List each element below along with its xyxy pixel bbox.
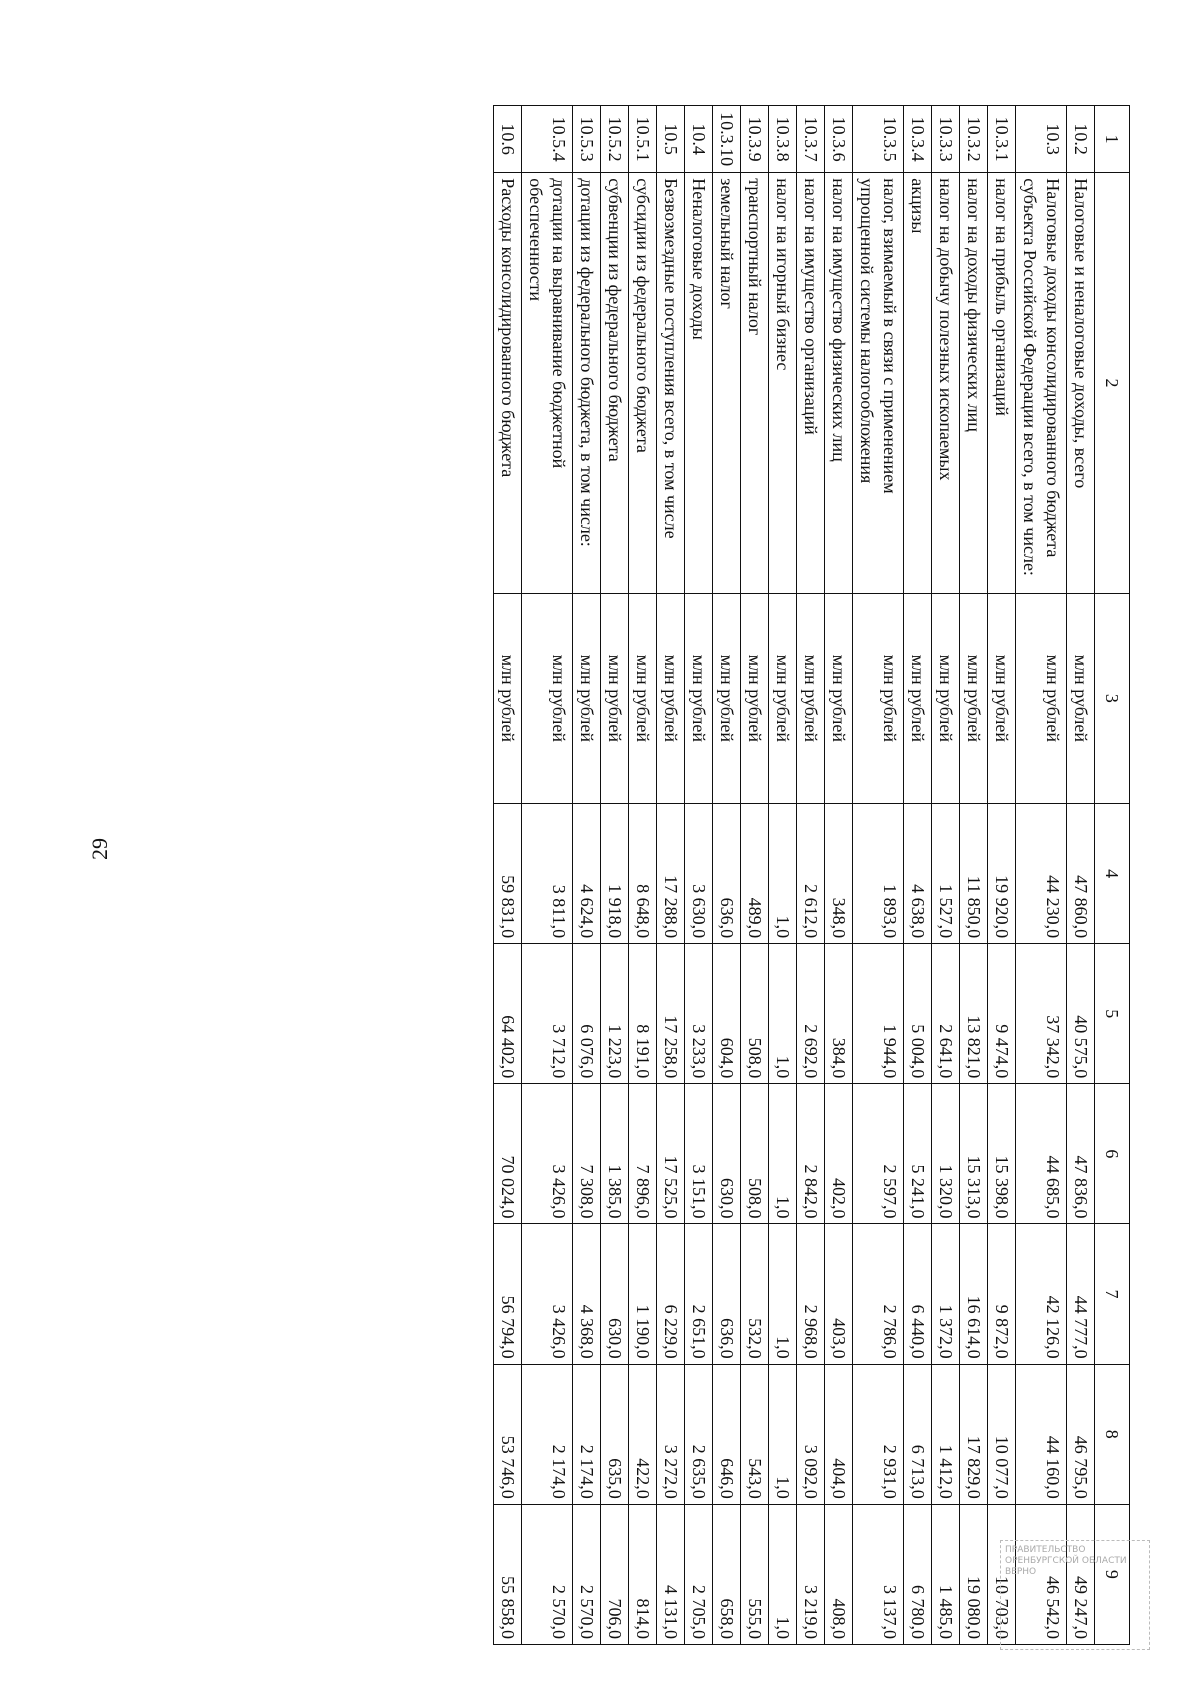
row-value-cell: 1,0 xyxy=(769,803,797,943)
row-value-cell: 8 648,0 xyxy=(629,803,657,943)
row-value-cell: 3 233,0 xyxy=(685,944,713,1084)
row-unit-cell: млн рублей xyxy=(932,593,960,803)
row-value-cell: 3 151,0 xyxy=(685,1084,713,1224)
row-value-cell: 555,0 xyxy=(741,1504,769,1644)
row-unit-cell: млн рублей xyxy=(685,593,713,803)
table-row xyxy=(769,106,797,1645)
row-value-cell: 1 412,0 xyxy=(932,1364,960,1504)
row-name-cell: Безвозмездные поступления всего, в том числе xyxy=(657,173,685,593)
row-name-cell: налог на доходы физических лиц xyxy=(960,173,988,593)
row-value-cell: 53 746,0 xyxy=(494,1364,522,1504)
row-value-cell: 2 931,0 xyxy=(853,1364,904,1504)
row-value-cell: 17 258,0 xyxy=(657,944,685,1084)
row-value-cell: 1,0 xyxy=(769,1224,797,1364)
row-name-cell: Неналоговые доходы xyxy=(685,173,713,593)
row-value-cell: 402,0 xyxy=(825,1084,853,1224)
table-row xyxy=(713,106,741,1645)
row-name-cell: земельный налог xyxy=(713,173,741,593)
row-value-cell: 42 126,0 xyxy=(1016,1224,1067,1364)
row-value-cell: 706,0 xyxy=(601,1504,629,1644)
table-row xyxy=(657,106,685,1645)
table-row xyxy=(960,106,988,1645)
row-value-cell: 16 614,0 xyxy=(960,1224,988,1364)
row-value-cell: 44 160,0 xyxy=(1016,1364,1067,1504)
row-value-cell: 40 575,0 xyxy=(1067,944,1095,1084)
row-code-cell: 10.3.2 xyxy=(960,106,988,173)
budget-table xyxy=(493,105,1130,1645)
header-row xyxy=(1095,106,1130,1645)
row-value-cell: 64 402,0 xyxy=(494,944,522,1084)
row-value-cell: 47 836,0 xyxy=(1067,1084,1095,1224)
row-value-cell: 2 174,0 xyxy=(522,1364,573,1504)
row-value-cell: 2 570,0 xyxy=(573,1504,601,1644)
row-unit-cell: млн рублей xyxy=(769,593,797,803)
table-body xyxy=(494,106,1095,1645)
table-row xyxy=(1067,106,1095,1645)
row-value-cell: 2 597,0 xyxy=(853,1084,904,1224)
row-unit-cell: млн рублей xyxy=(1067,593,1095,803)
table-row xyxy=(904,106,932,1645)
row-value-cell: 5 004,0 xyxy=(904,944,932,1084)
row-code-cell: 10.2 xyxy=(1067,106,1095,173)
column-header: 7 xyxy=(1095,1224,1130,1364)
row-unit-cell: млн рублей xyxy=(797,593,825,803)
table-row xyxy=(1016,106,1067,1645)
row-name-cell: дотации из федерального бюджета, в том числе: xyxy=(573,173,601,593)
row-name-cell: налог на имущество организаций xyxy=(797,173,825,593)
stamp-line: ПРАВИТЕЛЬСТВО xyxy=(1005,1545,1086,1555)
column-header: 4 xyxy=(1095,803,1130,943)
row-unit-cell: млн рублей xyxy=(713,593,741,803)
row-value-cell: 1 527,0 xyxy=(932,803,960,943)
row-value-cell: 2 692,0 xyxy=(797,944,825,1084)
row-unit-cell: млн рублей xyxy=(904,593,932,803)
row-value-cell: 44 777,0 xyxy=(1067,1224,1095,1364)
column-header: 6 xyxy=(1095,1084,1130,1224)
row-value-cell: 3 137,0 xyxy=(853,1504,904,1644)
row-value-cell: 44 230,0 xyxy=(1016,803,1067,943)
row-value-cell: 11 850,0 xyxy=(960,803,988,943)
row-name-cell: налог на игорный бизнес xyxy=(769,173,797,593)
row-value-cell: 1 190,0 xyxy=(629,1224,657,1364)
row-value-cell: 489,0 xyxy=(741,803,769,943)
row-value-cell: 44 685,0 xyxy=(1016,1084,1067,1224)
row-code-cell: 10.5.3 xyxy=(573,106,601,173)
row-value-cell: 630,0 xyxy=(713,1084,741,1224)
row-value-cell: 4 638,0 xyxy=(904,803,932,943)
row-value-cell: 8 191,0 xyxy=(629,944,657,1084)
row-value-cell: 2 641,0 xyxy=(932,944,960,1084)
row-name-cell: акцизы xyxy=(904,173,932,593)
row-value-cell: 2 635,0 xyxy=(685,1364,713,1504)
budget-table-container xyxy=(170,105,1130,1645)
row-value-cell: 1,0 xyxy=(769,944,797,1084)
row-name-cell: субсидии из федерального бюджета xyxy=(629,173,657,593)
row-value-cell: 1 918,0 xyxy=(601,803,629,943)
table-row xyxy=(741,106,769,1645)
row-value-cell: 7 896,0 xyxy=(629,1084,657,1224)
row-name-cell: налог на прибыль организаций xyxy=(988,173,1016,593)
row-code-cell: 10.5.2 xyxy=(601,106,629,173)
row-value-cell: 4 131,0 xyxy=(657,1504,685,1644)
row-value-cell: 3 219,0 xyxy=(797,1504,825,1644)
stamp xyxy=(1000,1540,1150,1650)
row-value-cell: 635,0 xyxy=(601,1364,629,1504)
row-value-cell: 814,0 xyxy=(629,1504,657,1644)
row-value-cell: 2 612,0 xyxy=(797,803,825,943)
row-value-cell: 630,0 xyxy=(601,1224,629,1364)
table-row xyxy=(629,106,657,1645)
column-header: 8 xyxy=(1095,1364,1130,1504)
row-value-cell: 2 570,0 xyxy=(522,1504,573,1644)
row-value-cell: 636,0 xyxy=(713,1224,741,1364)
row-value-cell: 1 385,0 xyxy=(601,1084,629,1224)
row-value-cell: 6 229,0 xyxy=(657,1224,685,1364)
table-row xyxy=(797,106,825,1645)
row-value-cell: 56 794,0 xyxy=(494,1224,522,1364)
row-value-cell: 1 485,0 xyxy=(932,1504,960,1644)
table-row xyxy=(601,106,629,1645)
row-code-cell: 10.3.8 xyxy=(769,106,797,173)
table-row xyxy=(988,106,1016,1645)
row-unit-cell: млн рублей xyxy=(494,593,522,803)
row-value-cell: 47 860,0 xyxy=(1067,803,1095,943)
row-value-cell: 1 893,0 xyxy=(853,803,904,943)
table-row xyxy=(494,106,522,1645)
row-value-cell: 408,0 xyxy=(825,1504,853,1644)
row-value-cell: 7 308,0 xyxy=(573,1084,601,1224)
row-value-cell: 3 811,0 xyxy=(522,803,573,943)
row-value-cell: 6 440,0 xyxy=(904,1224,932,1364)
row-value-cell: 15 313,0 xyxy=(960,1084,988,1224)
row-value-cell: 59 831,0 xyxy=(494,803,522,943)
row-value-cell: 9 872,0 xyxy=(988,1224,1016,1364)
row-name-cell: Налоговые доходы консолидированного бюджета субъекта Российской Федерации всего, в том числе: xyxy=(1016,173,1067,593)
row-value-cell: 3 272,0 xyxy=(657,1364,685,1504)
row-value-cell: 2 651,0 xyxy=(685,1224,713,1364)
row-name-cell: Расходы консолидированного бюджета xyxy=(494,173,522,593)
row-value-cell: 55 858,0 xyxy=(494,1504,522,1644)
row-code-cell: 10.6 xyxy=(494,106,522,173)
row-name-cell: субвенции из федерального бюджета xyxy=(601,173,629,593)
row-unit-cell: млн рублей xyxy=(960,593,988,803)
table-row xyxy=(522,106,573,1645)
row-unit-cell: млн рублей xyxy=(853,593,904,803)
row-value-cell: 604,0 xyxy=(713,944,741,1084)
row-code-cell: 10.3.1 xyxy=(988,106,1016,173)
row-code-cell: 10.3 xyxy=(1016,106,1067,173)
row-unit-cell: млн рублей xyxy=(601,593,629,803)
row-name-cell: дотации на выравнивание бюджетной обеспеченности xyxy=(522,173,573,593)
row-value-cell: 17 525,0 xyxy=(657,1084,685,1224)
row-value-cell: 5 241,0 xyxy=(904,1084,932,1224)
row-unit-cell: млн рублей xyxy=(1016,593,1067,803)
row-code-cell: 10.3.3 xyxy=(932,106,960,173)
row-value-cell: 2 786,0 xyxy=(853,1224,904,1364)
row-value-cell: 1 320,0 xyxy=(932,1084,960,1224)
row-code-cell: 10.3.9 xyxy=(741,106,769,173)
row-unit-cell: млн рублей xyxy=(573,593,601,803)
page-number: 29 xyxy=(87,838,112,860)
column-header: 9 xyxy=(1095,1504,1130,1644)
row-code-cell: 10.5 xyxy=(657,106,685,173)
row-unit-cell: млн рублей xyxy=(988,593,1016,803)
row-value-cell: 508,0 xyxy=(741,944,769,1084)
row-name-cell: транспортный налог xyxy=(741,173,769,593)
stamp-line: ОРЕНБУРГСКОЙ ОБЛАСТИ xyxy=(1005,1556,1127,1566)
row-value-cell: 46 542,0 xyxy=(1016,1504,1067,1644)
row-value-cell: 37 342,0 xyxy=(1016,944,1067,1084)
row-value-cell: 19 920,0 xyxy=(988,803,1016,943)
row-value-cell: 646,0 xyxy=(713,1364,741,1504)
row-code-cell: 10.3.6 xyxy=(825,106,853,173)
row-code-cell: 10.4 xyxy=(685,106,713,173)
row-value-cell: 2 968,0 xyxy=(797,1224,825,1364)
row-value-cell: 1,0 xyxy=(769,1504,797,1644)
row-value-cell: 15 398,0 xyxy=(988,1084,1016,1224)
table-row xyxy=(932,106,960,1645)
row-value-cell: 6 780,0 xyxy=(904,1504,932,1644)
row-value-cell: 422,0 xyxy=(629,1364,657,1504)
row-value-cell: 4 368,0 xyxy=(573,1224,601,1364)
row-name-cell: налог на добычу полезных ископаемых xyxy=(932,173,960,593)
column-header: 5 xyxy=(1095,944,1130,1084)
row-value-cell: 1 223,0 xyxy=(601,944,629,1084)
row-unit-cell: млн рублей xyxy=(825,593,853,803)
row-value-cell: 1,0 xyxy=(769,1084,797,1224)
row-value-cell: 636,0 xyxy=(713,803,741,943)
row-value-cell: 532,0 xyxy=(741,1224,769,1364)
row-name-cell: Налоговые и неналоговые доходы, всего xyxy=(1067,173,1095,593)
row-value-cell: 1 944,0 xyxy=(853,944,904,1084)
table-row xyxy=(853,106,904,1645)
row-value-cell: 4 624,0 xyxy=(573,803,601,943)
row-code-cell: 10.3.5 xyxy=(853,106,904,173)
row-value-cell: 384,0 xyxy=(825,944,853,1084)
column-header: 2 xyxy=(1095,173,1130,593)
row-value-cell: 2 842,0 xyxy=(797,1084,825,1224)
row-value-cell: 49 247,0 xyxy=(1067,1504,1095,1644)
row-name-cell: налог на имущество физических лиц xyxy=(825,173,853,593)
row-unit-cell: млн рублей xyxy=(741,593,769,803)
column-header: 3 xyxy=(1095,593,1130,803)
stamp-line: ВЕРНО xyxy=(1005,1567,1037,1577)
row-value-cell: 19 080,0 xyxy=(960,1504,988,1644)
row-value-cell: 13 821,0 xyxy=(960,944,988,1084)
row-code-cell: 10.3.10 xyxy=(713,106,741,173)
row-value-cell: 1 372,0 xyxy=(932,1224,960,1364)
table-row xyxy=(825,106,853,1645)
row-code-cell: 10.3.7 xyxy=(797,106,825,173)
row-value-cell: 508,0 xyxy=(741,1084,769,1224)
row-value-cell: 2 174,0 xyxy=(573,1364,601,1504)
row-value-cell: 543,0 xyxy=(741,1364,769,1504)
row-value-cell: 3 712,0 xyxy=(522,944,573,1084)
row-name-cell: налог, взимаемый в связи с применением упрощенной системы налогообложения xyxy=(853,173,904,593)
row-value-cell: 404,0 xyxy=(825,1364,853,1504)
row-value-cell: 3 426,0 xyxy=(522,1224,573,1364)
row-value-cell: 10 077,0 xyxy=(988,1364,1016,1504)
row-value-cell: 70 024,0 xyxy=(494,1084,522,1224)
row-unit-cell: млн рублей xyxy=(657,593,685,803)
row-code-cell: 10.5.4 xyxy=(522,106,573,173)
column-header: 1 xyxy=(1095,106,1130,173)
row-value-cell: 17 288,0 xyxy=(657,803,685,943)
table-row xyxy=(685,106,713,1645)
row-code-cell: 10.5.1 xyxy=(629,106,657,173)
row-value-cell: 10 703,0 xyxy=(988,1504,1016,1644)
row-value-cell: 3 630,0 xyxy=(685,803,713,943)
row-value-cell: 6 713,0 xyxy=(904,1364,932,1504)
row-value-cell: 17 829,0 xyxy=(960,1364,988,1504)
row-code-cell: 10.3.4 xyxy=(904,106,932,173)
row-unit-cell: млн рублей xyxy=(522,593,573,803)
row-value-cell: 3 092,0 xyxy=(797,1364,825,1504)
row-value-cell: 658,0 xyxy=(713,1504,741,1644)
row-value-cell: 3 426,0 xyxy=(522,1084,573,1224)
table-row xyxy=(573,106,601,1645)
row-value-cell: 9 474,0 xyxy=(988,944,1016,1084)
row-value-cell: 46 795,0 xyxy=(1067,1364,1095,1504)
row-value-cell: 1,0 xyxy=(769,1364,797,1504)
row-value-cell: 348,0 xyxy=(825,803,853,943)
row-value-cell: 6 076,0 xyxy=(573,944,601,1084)
row-value-cell: 403,0 xyxy=(825,1224,853,1364)
row-unit-cell: млн рублей xyxy=(629,593,657,803)
row-value-cell: 2 705,0 xyxy=(685,1504,713,1644)
